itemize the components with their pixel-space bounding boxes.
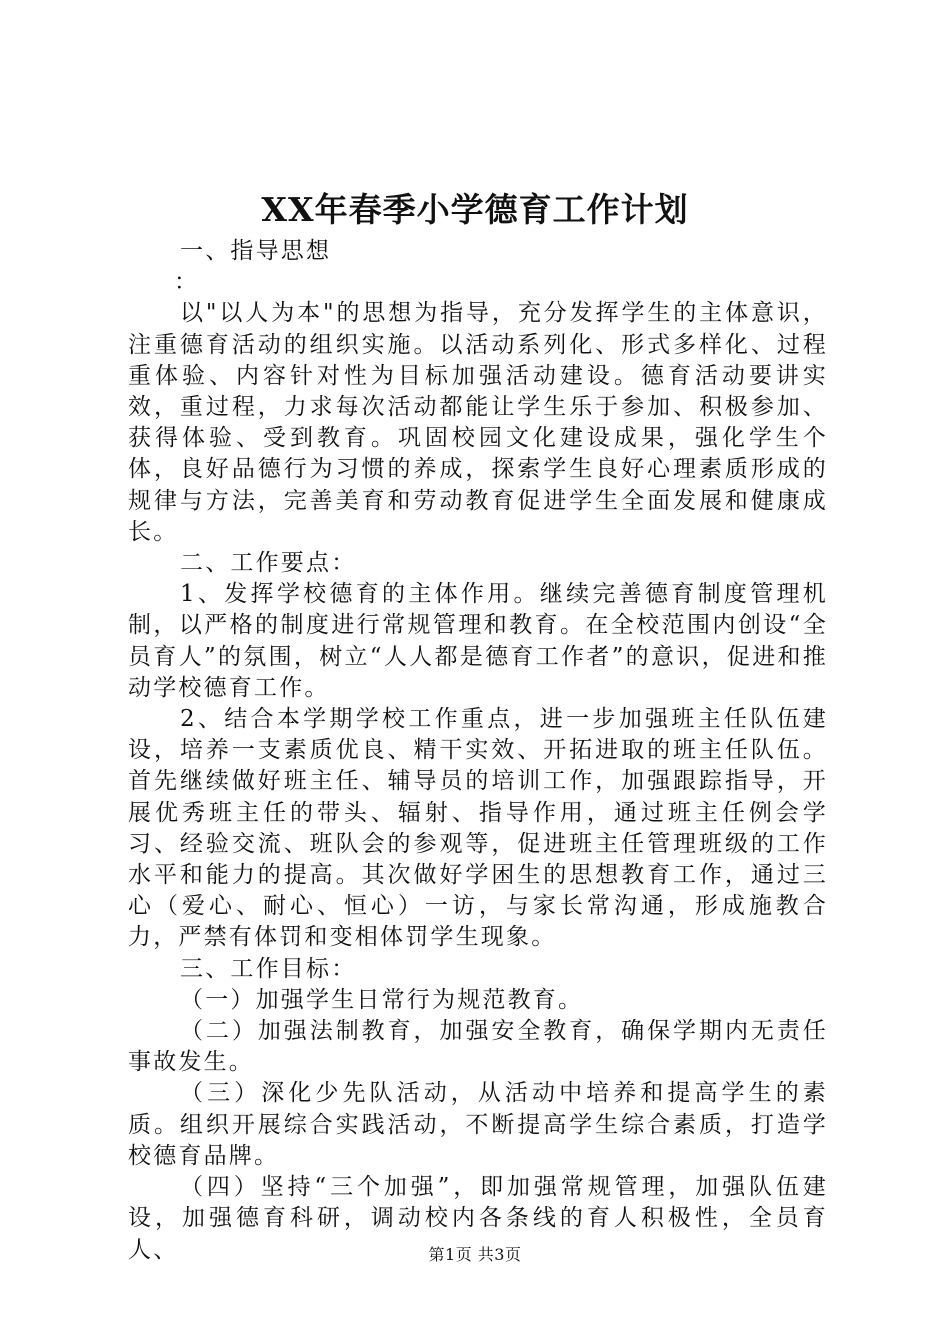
colon-line: ：	[174, 269, 200, 296]
paragraph-goal-4: （四）坚持“三个加强”，即加强常规管理，加强队伍建设，加强德育科研，调动校内各条线的育人积极性，全员育人、	[128, 1174, 828, 1263]
paragraph-goal-2: （二）加强法制教育，加强安全教育，确保学期内无责任事故发生。	[128, 1018, 828, 1076]
section-heading-guiding-thought: 一、指导思想	[180, 238, 332, 264]
section-heading-work-goals: 三、工作目标：	[180, 955, 357, 982]
document-title: XX年春季小学德育工作计划	[261, 190, 689, 229]
paragraph-work-point-1: 1、发挥学校德育的主体作用。继续完善德育制度管理机制，以严格的制度进行常规管理和教育。在全校范围内创设“全员育人”的氛围，树立“人人都是德育工作者”的意识，促进和推动学校德育工作。	[128, 581, 828, 701]
section-heading-work-points: 二、工作要点：	[180, 550, 357, 577]
page-footer: 第1页 共3页	[428, 1245, 522, 1264]
paragraph-guiding-thought: 以"以人为本"的思想为指导，充分发挥学生的主体意识，注重德育活动的组织实施。以活动系列化、形式多样化、过程重体验、内容针对性为目标加强活动建设。德育活动要讲实效，重过程，力求每次活动都能让学生乐于参加、积极参加、获得体验、受到教育。巩固校园文化建设成果，强化学生个体，良好品德行为习惯的养成，探索学生良好心理素质形成的规律与方法，完善美育和劳动教育促进学生全面发展和健康成长。	[128, 300, 828, 545]
paragraph-goal-3: （三）深化少先队活动，从活动中培养和提高学生的素质。组织开展综合实践活动，不断提高学生综合素质，打造学校德育品牌。	[128, 1080, 828, 1169]
paragraph-work-point-2: 2、结合本学期学校工作重点，进一步加强班主任队伍建设，培养一支素质优良、精干实效、开拓进取的班主任队伍。首先继续做好班主任、辅导员的培训工作，加强跟踪指导，开展优秀班主任的带头、辐射、指导作用，通过班主任例会学习、经验交流、班队会的参观等，促进班主任管理班级的工作水平和能力的提高。其次做好学困生的思想教育工作，通过三心（爱心、耐心、恒心）一访，与家长常沟通，形成施教合力，严禁有体罚和变相体罚学生现象。	[128, 706, 828, 951]
document-body	[128, 236, 828, 1266]
paragraph-goal-1: （一）加强学生日常行为规范教育。	[180, 986, 584, 1013]
